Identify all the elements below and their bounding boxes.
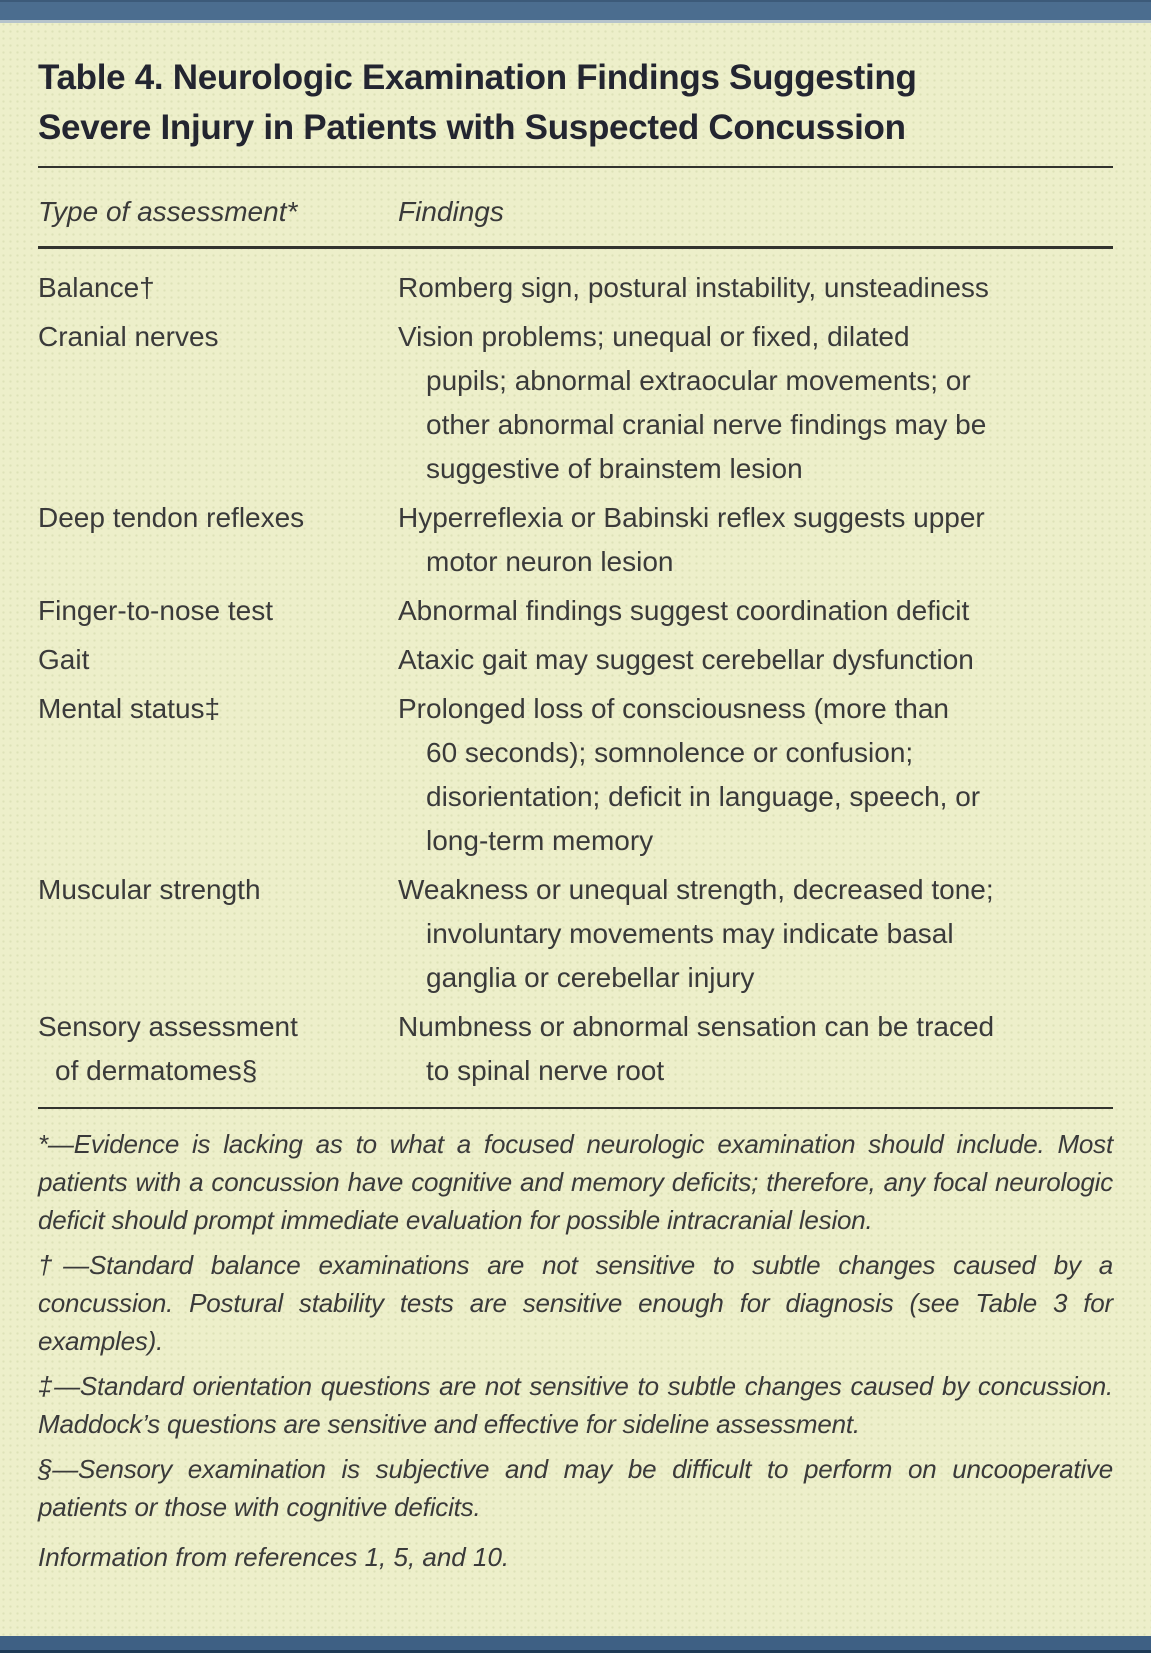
table-title [38, 53, 1113, 153]
text-line: disorientation; deficit in language, speech, or [426, 781, 981, 812]
table-row [38, 1005, 1113, 1093]
table-row [38, 266, 1113, 310]
table-title-line-2: Severe Injury in Patients with Suspected Concussion [38, 108, 906, 147]
text-line: Mental status‡ [38, 693, 221, 724]
text-line: ganglia or cerebellar injury [426, 962, 755, 993]
assessment-cell [38, 638, 398, 682]
text-line: suggestive of brainstem lesion [426, 453, 803, 484]
text-line: Cranial nerves [38, 321, 219, 352]
text-line: involuntary movements may indicate basal [426, 918, 954, 949]
text-line: Balance† [38, 272, 155, 303]
text-line: Gait [38, 644, 90, 675]
text-line: Romberg sign, postural instability, unsteadiness [398, 272, 989, 303]
findings-cell [398, 638, 1113, 682]
findings-cell [398, 868, 1113, 1000]
text-line: Prolonged loss of consciousness (more than [398, 693, 949, 724]
table-row [38, 496, 1113, 584]
findings-cell [398, 266, 1113, 310]
text-line: Finger-to-nose test [38, 595, 273, 626]
assessment-cell [38, 687, 398, 863]
text-line: Weakness or unequal strength, decreased tone; [398, 874, 994, 905]
assessment-cell [38, 266, 398, 310]
text-line: of dermatomes§ [55, 1055, 258, 1086]
findings-cell [398, 589, 1113, 633]
footnotes-divider-rule [38, 1107, 1113, 1109]
table-row [38, 315, 1113, 491]
table-row [38, 638, 1113, 682]
table-title-line-1: Table 4. Neurologic Examination Findings Suggesting [38, 58, 917, 97]
text-line: Numbness or abnormal sensation can be traced [398, 1011, 995, 1042]
findings-cell [398, 687, 1113, 863]
findings-cell [398, 1005, 1113, 1093]
assessment-cell [38, 315, 398, 491]
text-line: Hyperreflexia or Babinski reflex suggests upper [398, 502, 985, 533]
text-line: Abnormal findings suggest coordination deficit [398, 595, 970, 626]
column-header-type-of-assessment: Type of assessment* [38, 196, 298, 227]
table-row [38, 589, 1113, 633]
top-border-bar [0, 0, 1151, 23]
findings-cell [398, 315, 1113, 491]
text-line: Deep tendon reflexes [38, 502, 305, 533]
text-line: long-term memory [426, 825, 654, 856]
text-line: other abnormal cranial nerve findings may be [426, 409, 987, 440]
text-line: to spinal nerve root [426, 1055, 665, 1086]
column-header-row [38, 195, 1113, 229]
bottom-border-bar [0, 1636, 1151, 1653]
title-divider-rule [38, 166, 1113, 168]
text-line: pupils; abnormal extraocular movements; or [426, 365, 971, 396]
text-line: motor neuron lesion [426, 546, 674, 577]
footnote: *—Evidence is lacking as to what a focused neurologic examination should include. Most patients with a concussion have cognitive and memory deficits; therefore, any focal neurologic deficit should prompt immediate evaluation for possible intracranial lesion. [38, 1129, 1113, 1235]
column-header-findings: Findings [398, 196, 504, 227]
table-body [38, 266, 1113, 1093]
text-line: Sensory assessment [38, 1011, 298, 1042]
table-row [38, 868, 1113, 1000]
assessment-cell [38, 868, 398, 1000]
footnotes-block [38, 1125, 1113, 1526]
header-divider-rule [38, 246, 1113, 249]
table-row [38, 687, 1113, 863]
findings-cell [398, 496, 1113, 584]
assessment-cell [38, 589, 398, 633]
footnote: †—Standard balance examinations are not sensitive to subtle changes caused by a concussion. Postural stability tests are sensitive enough for diagnosis (see Table 3 for examples). [38, 1250, 1113, 1356]
text-line: Vision problems; unequal or fixed, dilated [398, 321, 910, 352]
footnote: §—Sensory examination is subjective and may be difficult to perform on uncooperative patients or those with cognitive deficits. [38, 1454, 1113, 1522]
text-line: 60 seconds); somnolence or confusion; [426, 737, 914, 768]
text-line: Muscular strength [38, 874, 261, 905]
text-line: Ataxic gait may suggest cerebellar dysfunction [398, 644, 974, 675]
footnote: ‡—Standard orientation questions are not sensitive to subtle changes caused by concussion. Maddock’s questions are sensitive and effective for sideline assessment. [38, 1371, 1113, 1439]
table-content [0, 53, 1151, 1576]
source-attribution: Information from references 1, 5, and 10. [38, 1542, 510, 1572]
assessment-cell [38, 496, 398, 584]
assessment-cell [38, 1005, 398, 1093]
